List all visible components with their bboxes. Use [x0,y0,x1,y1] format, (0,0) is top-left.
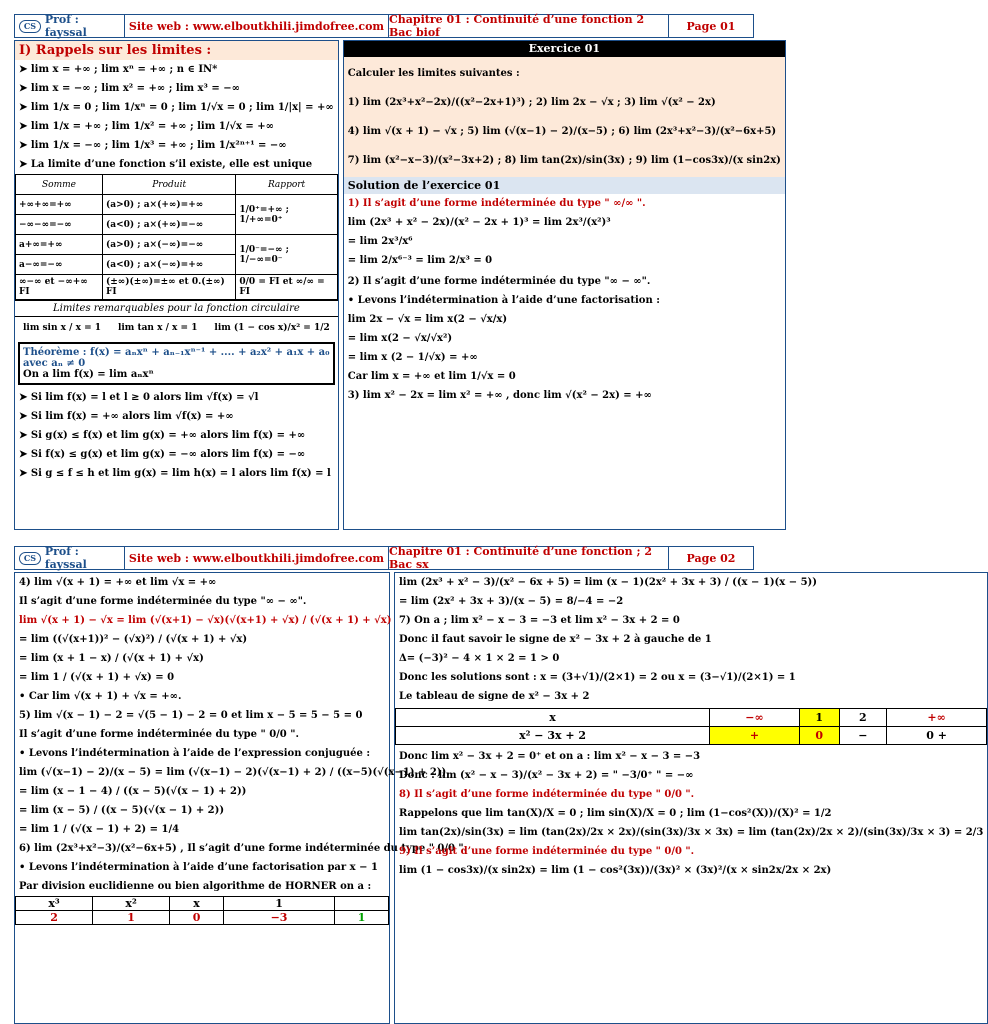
author: Prof : fayssal [44,13,87,39]
rule-line: ➤ Si g ≤ f ≤ h et lim g(x) = lim h(x) = l alors lim f(x) = l [19,468,331,479]
solution-line: = lim x (2 − 1/√x) = +∞ [347,352,478,363]
theorem-box: Théorème : f(x) = aₙxⁿ + aₙ₋₁xⁿ⁻¹ + .... + a₂x² + a₁x + a₀ avec aₙ ≠ 0 On a lim f(x) = lim aₙxⁿ [18,342,335,385]
chapter-title: Chapitre 01 : Continuité d’une fonction 2 Bac biof [389,15,669,37]
exercise-item: 7) lim (x²−x−3)/(x²−3x+2) ; 8) lim tan(2x)/sin(3x) ; 9) lim (1−cos3x)/(x sin2x) [347,155,781,166]
solution-title: Solution de l’exercice 01 [344,177,785,194]
solution-line: 1) Il s’agit d’une forme indéterminée du type " ∞/∞ ". [347,198,646,209]
table-header: Somme [16,175,103,195]
exercise-item: 1) lim (2x³+x²−2x)/((x²−2x+1)³) ; 2) lim 2x − √x ; 3) lim √(x² − 2x) [347,97,716,108]
horner-table: x³ x² x 1 2 1 0 −3 1 [15,896,389,925]
chapter-title: Chapitre 01 : Continuité d’une fonction ; 2 Bac sx [389,547,669,569]
exercise-prompt: Calculer les limites suivantes : [347,68,520,79]
solution-line: Car lim x = +∞ et lim 1/√x = 0 [347,371,516,382]
rappel-line: ➤ lim 1/x = −∞ ; lim 1/x³ = +∞ ; lim 1/x²ⁿ⁺¹ = −∞ [19,140,287,151]
solution-line: 3) lim x² − 2x = lim x² = +∞ , donc lim √(x² − 2x) = +∞ [347,390,652,401]
table-header: Produit [102,175,235,195]
rule-line: ➤ Si lim f(x) = +∞ alors lim √f(x) = +∞ [19,411,234,422]
solution-line: = lim 2/x⁶⁻³ = lim 2/x³ = 0 [347,255,493,266]
logo-icon: CS [19,552,41,565]
remarkable-limits-title: Limites remarquables pour la fonction circulaire [15,300,338,317]
table-row: a−∞=−∞ (a<0) ; a×(−∞)=+∞ [16,255,338,275]
solution-line: 2) Il s’agit d’une forme indéterminée du type "∞ − ∞". [347,276,651,287]
page-header [14,14,754,38]
exercise-title: Exercice 01 [344,41,785,57]
table-header: Rapport [236,175,337,195]
table-row: ∞−∞ et −∞+∞ FI (±∞)(±∞)=±∞ et 0.(±∞) FI 0/0 = FI et ∞/∞ = FI [16,275,338,300]
exercise-item: 4) lim √(x + 1) − √x ; 5) lim (√(x−1) − 2)/(x−5) ; 6) lim (2x³+x²−3)/(x²−6x+5) [347,126,777,137]
rappel-line: ➤ La limite d’une fonction s’il existe, elle est unique [19,159,313,170]
page-number: Page 02 [686,551,736,565]
solution-line: = lim x(2 − √x/√x²) [347,333,453,344]
rappels-title: I) Rappels sur les limites : [15,41,338,60]
website[interactable]: Site web : www.elboutkhili.jimdofree.com [125,547,389,569]
exercise-column [343,40,786,530]
exercise-box [344,57,785,177]
page-2 [14,545,984,1024]
rappel-line: ➤ lim 1/x = 0 ; lim 1/xⁿ = 0 ; lim 1/√x = 0 ; lim 1/|x| = +∞ [19,102,334,113]
solution-line: lim (2x³ + x² − 2x)/(x² − 2x + 1)³ = lim 2x³/(x²)³ [347,217,611,228]
rappel-line: ➤ lim x = +∞ ; lim xⁿ = +∞ ; n ∈ IN* [19,64,218,75]
solution-right-column: lim (2x³ + x² − 3)/(x² − 6x + 5) = lim (x − 1)(2x² + 3x + 3) / ((x − 1)(x − 5)) = lim (2x² + 3x + 3)/(x − 5) = 8/−4 = −2 7) On a ; lim x² − x − 3 = −3 et lim x² − 3x + 2 = 0 Donc il faut savoir le signe de x² − 3x + 2 à gauche de 1 Δ= (−3)² − 4 × 1 × 2 = 1 > 0 Donc les solutions sont : x = (3+√1)/(2×1) = 2 ou x = (3−√1)/(2×1) = 1 Le tableau de signe de x² − 3x + 2 x −∞ 1 2 +∞ x² − 3x + 2 + 0 − 0 + Donc lim x² − 3x + 2 = 0⁺ et on a : lim x² − x − 3 = −3 Donc : lim (x² − x − 3)/(x² − 3x + 2) = " −3/0⁺ " = −∞ 8) Il s’agit d’une forme indéterminée du type " 0/0 ". Rappelons que lim tan(X)/X = 0 ; lim sin(X)/X = 0 ; lim (1−cos²(X))/(X)² = 1/2 lim tan(2x)/sin(3x) = lim (tan(2x)/2x × 2x)/(sin(3x)/3x × 3x) = lim (tan(2x)/2x × 2)/(sin(3x)/3x × 3) = 2/3 9) Il s’agit d’une forme indéterminée du type " 0/0 ". lim (1 − cos3x)/(x sin2x) = lim (1 − cos²(3x))/(3x)² × (3x)²/(x × sin2x/2x × 2x) [394,572,988,1024]
rappel-line: ➤ lim x = −∞ ; lim x² = +∞ ; lim x³ = −∞ [19,83,240,94]
rule-line: ➤ Si f(x) ≤ g(x) et lim g(x) = −∞ alors lim f(x) = −∞ [19,449,306,460]
rappels-column [14,40,339,530]
table-row: a+∞=+∞ (a>0) ; a×(−∞)=−∞ 1/0⁻=−∞ ; 1/−∞=0⁻ [16,235,338,255]
limits-table [15,174,338,300]
page-header [14,546,754,570]
rule-line: ➤ Si g(x) ≤ f(x) et lim g(x) = +∞ alors lim f(x) = +∞ [19,430,306,441]
solution-line: • Levons l’indétermination à l’aide d’une factorisation : [347,295,660,306]
rappel-line: ➤ lim 1/x = +∞ ; lim 1/x² = +∞ ; lim 1/√x = +∞ [19,121,274,132]
rule-line: ➤ Si lim f(x) = l et l ≥ 0 alors lim √f(x) = √l [19,392,259,403]
logo-icon: CS [19,20,41,33]
table-row: +∞+∞=+∞ (a>0) ; a×(+∞)=+∞ 1/0⁺=+∞ ; 1/+∞=0⁺ [16,195,338,215]
author: Prof : fayssal [44,545,87,571]
page-1 [14,13,781,530]
page-number: Page 01 [686,19,736,33]
remarkable-limits: lim sin x / x = 1 lim tan x / x = 1 lim (1 − cos x)/x² = 1/2 [23,323,330,333]
solution-line: lim 2x − √x = lim x(2 − √x/x) [347,314,508,325]
solution-line: = lim 2x³/x⁶ [347,236,413,247]
website[interactable]: Site web : www.elboutkhili.jimdofree.com [125,15,389,37]
table-row: −∞−∞=−∞ (a<0) ; a×(+∞)=−∞ [16,215,338,235]
sign-table: x −∞ 1 2 +∞ x² − 3x + 2 + 0 − 0 + [395,708,987,745]
solution-left-column: 4) lim √(x + 1) = +∞ et lim √x = +∞ Il s’agit d’une forme indéterminée du type "∞ − ∞". lim √(x + 1) − √x = lim (√(x+1) − √x)(√(x+1) + √x) / (√(x + 1) + √x) = lim ((√(x+1))² − (√x)²) / (√(x + 1) + √x) = lim (x + 1 − x) / (√(x + 1) + √x) = lim 1 / (√(x + 1) + √x) = 0 • Car lim √(x + 1) + √x = +∞. 5) lim √(x − 1) − 2 = √(5 − 1) − 2 = 0 et lim x − 5 = 5 − 5 = 0 Il s’agit d’une forme indéterminée du type " 0/0 ". • Levons l’indétermination à l’aide de l’expression conjuguée : lim (√(x−1) − 2)/(x − 5) = lim (√(x−1) − 2)(√(x−1) + 2) / ((x−5)(√(x−1) + 2)) = lim (x − 1 − 4) / ((x − 5)(√(x − 1) + 2)) = lim (x − 5) / ((x − 5)(√(x − 1) + 2)) = lim 1 / (√(x − 1) + 2) = 1/4 6) lim (2x³+x²−3)/(x²−6x+5) , Il s’agit d’une forme indéterminée du type " 0/0 ". • Levons l’indétermination à l’aide d’une factorisation par x − 1 Par division euclidienne ou bien algorithme de HORNER on a : x³ x² x 1 2 1 0 −3 1 [14,572,390,1024]
